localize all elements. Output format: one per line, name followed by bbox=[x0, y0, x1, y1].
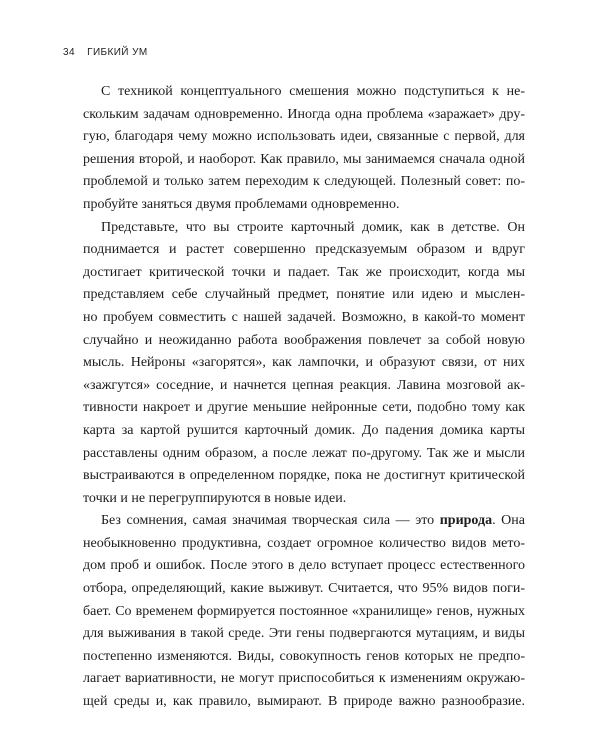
text-line: поднимается и растет совершенно предсказуемым образом и вдруг bbox=[83, 242, 525, 258]
text-line: бает. Со временем формируется постоянное «хранилище» генов, нужных bbox=[83, 603, 525, 619]
text-line: но пробуем совместить с нашей задачей. Возможно, в какой-то момент bbox=[83, 309, 525, 325]
text-line: Представьте, что вы строите карточный домик, как в детстве. Он bbox=[101, 219, 525, 235]
text-line: достигает критической точки и падает. Так же происходит, когда мы bbox=[83, 264, 525, 280]
text-line: мысль. Нейроны «загорятся», как лампочки, и образуют связи, от них bbox=[83, 355, 525, 371]
text-fragment: Без сомнения, самая значимая творческая сила — это bbox=[101, 513, 435, 529]
paragraph-1 bbox=[83, 81, 525, 217]
text-fragment: . Она bbox=[492, 513, 525, 529]
text-line: точки и не перегруппируются в новые идеи. bbox=[83, 490, 347, 506]
running-head bbox=[63, 47, 148, 58]
text-line: тивности накроет и другие меньшие нейронные сети, подобно тому как bbox=[83, 400, 525, 416]
text-line-with-emphasis bbox=[83, 510, 525, 533]
text-line: решения второй, и наоборот. Как правило, мы занимаемся сначала одной bbox=[83, 151, 525, 167]
emphasis-word: природа bbox=[439, 513, 493, 529]
text-line: гую, благодаря чему можно использовать идеи, связанные с первой, для bbox=[83, 129, 525, 145]
paragraph-2 bbox=[83, 217, 525, 511]
paragraph-3 bbox=[83, 510, 525, 713]
page-number: 34 bbox=[63, 47, 75, 58]
text-line: случайно и неожиданно работа воображения повлечет за собой новую bbox=[83, 332, 525, 348]
text-line: пробуйте заняться двумя проблемами одновременно. bbox=[83, 196, 400, 212]
text-line: скольким задачам одновременно. Иногда одна проблема «заражает» дру- bbox=[83, 106, 525, 122]
text-line: «зажгутся» соседние, и начнется цепная реакция. Лавина мозговой ак- bbox=[83, 377, 525, 393]
text-line: постепенно изменяются. Виды, совокупность генов которых не предпо- bbox=[83, 648, 525, 664]
running-title: ГИБКИЙ УМ bbox=[87, 47, 148, 58]
text-line: С техникой концептуального смешения можно подступиться к не- bbox=[101, 84, 525, 99]
text-line: лагает вариативности, не могут приспособиться к изменениям окружаю- bbox=[83, 671, 525, 687]
text-line: выстраиваются в определенном порядке, пока не достигнут критической bbox=[83, 468, 525, 484]
text-line: представляем себе случайный предмет, понятие или идею и мыслен- bbox=[83, 287, 525, 303]
text-body bbox=[83, 81, 525, 714]
text-line: отбора, определяющий, какие выживут. Считается, что 95% видов поги- bbox=[83, 581, 525, 597]
text-line: карта за картой рушится карточный домик. До падения домика карты bbox=[83, 422, 525, 438]
text-line: расставлены одним образом, а после лежат по-другому. Так же и мысли bbox=[83, 445, 525, 461]
text-line: щей среды и, как правило, вымирают. В природе важно разнообразие. bbox=[83, 694, 525, 710]
text-line: необыкновенно продуктивна, создает огромное количество видов мето- bbox=[83, 535, 525, 551]
text-line: проблемой и только затем переходим к следующей. Полезный совет: по- bbox=[83, 174, 525, 190]
text-line: дом проб и ошибок. После этого в дело вступает процесс естественного bbox=[83, 558, 525, 574]
text-line: для выживания в такой среде. Эти гены подвергаются мутациям, и виды bbox=[83, 626, 525, 642]
